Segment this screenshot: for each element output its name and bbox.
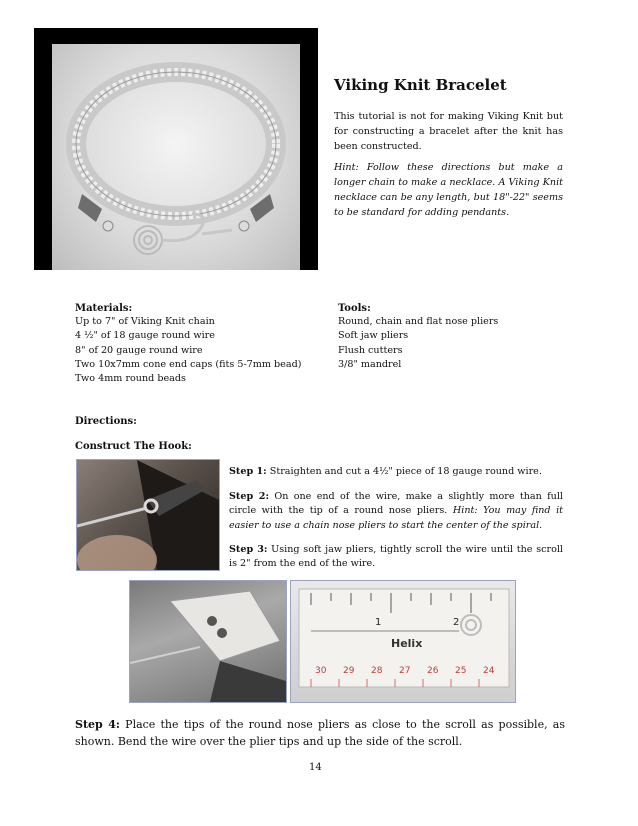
list-item: Two 4mm round beads — [75, 373, 186, 385]
ruler-brand: Helix — [391, 637, 423, 650]
ruler-mark-2: 2 — [453, 617, 460, 628]
step-hint: Hint: You may find it easier to use a chain nose pliers to start the center of the spiral. — [229, 505, 563, 531]
step-text: Using soft jaw pliers, tightly scroll the wire until the scroll is 2" from the end of the wire. — [229, 544, 563, 570]
page-number: 14 — [309, 762, 322, 773]
ruler-cm-25: 25 — [455, 666, 467, 676]
ruler-cm-24: 24 — [483, 666, 495, 676]
step-3 — [229, 543, 563, 572]
step-4 — [75, 716, 565, 750]
intro-paragraph: This tutorial is not for making Viking Knit but for constructing a bracelet after the knit has been constructed. — [334, 111, 563, 152]
tools-heading: Tools: — [338, 303, 371, 314]
step-text: Place the tips of the round nose pliers as close to the scroll as possible, as shown. Bend the wire over the plier tips and up the side of the scroll. — [75, 718, 565, 748]
materials-heading: Materials: — [75, 303, 133, 314]
ruler-cm-30: 30 — [315, 666, 327, 676]
step-2 — [229, 490, 563, 533]
list-item: Soft jaw pliers — [338, 330, 409, 342]
ruler-cm-27: 27 — [399, 666, 411, 676]
section-heading: Construct The Hook: — [75, 441, 192, 452]
step-1 — [229, 465, 563, 479]
ruler-cm-28: 28 — [371, 666, 383, 676]
list-item: 3/8" mandrel — [338, 358, 402, 370]
bracelet-illustration — [52, 44, 300, 270]
directions-heading: Directions: — [75, 416, 137, 427]
step-label: Step 1: — [229, 466, 267, 477]
step-label: Step 3: — [229, 544, 268, 555]
ruler-mark-1: 1 — [375, 617, 382, 628]
page-title: Viking Knit Bracelet — [334, 76, 507, 94]
list-item: Two 10x7mm cone end caps (fits 5-7mm bead) — [75, 358, 302, 370]
step-text: On one end of the wire, make a slightly more than full circle with the tip of a round nose pliers. — [229, 491, 563, 517]
step-label: Step 2: — [229, 491, 270, 502]
tools-list — [338, 315, 498, 372]
hint-paragraph: Hint: Follow these directions but make a longer chain to make a necklace. A Viking Knit necklace can be any length, but 18"-22" seems to be standard for adding pendants. — [334, 162, 563, 218]
ruler-cm-26: 26 — [427, 666, 439, 676]
list-item: 4 ½" of 18 gauge round wire — [75, 330, 215, 342]
pliers-loop-photo — [76, 459, 220, 571]
ruler-cm-29: 29 — [343, 666, 355, 676]
list-item: 8" of 20 gauge round wire — [75, 344, 203, 356]
ruler-scroll-photo — [290, 580, 516, 703]
list-item: Up to 7" of Viking Knit chain — [75, 316, 215, 327]
step-text: Straighten and cut a 4½" piece of 18 gauge round wire. — [266, 466, 542, 477]
list-item: Round, chain and flat nose pliers — [338, 316, 499, 327]
list-item: Flush cutters — [338, 344, 403, 356]
step-label: Step 4: — [75, 718, 120, 731]
bracelet-photo — [34, 28, 318, 270]
soft-jaw-pliers-photo — [129, 580, 287, 703]
materials-list — [75, 315, 301, 386]
